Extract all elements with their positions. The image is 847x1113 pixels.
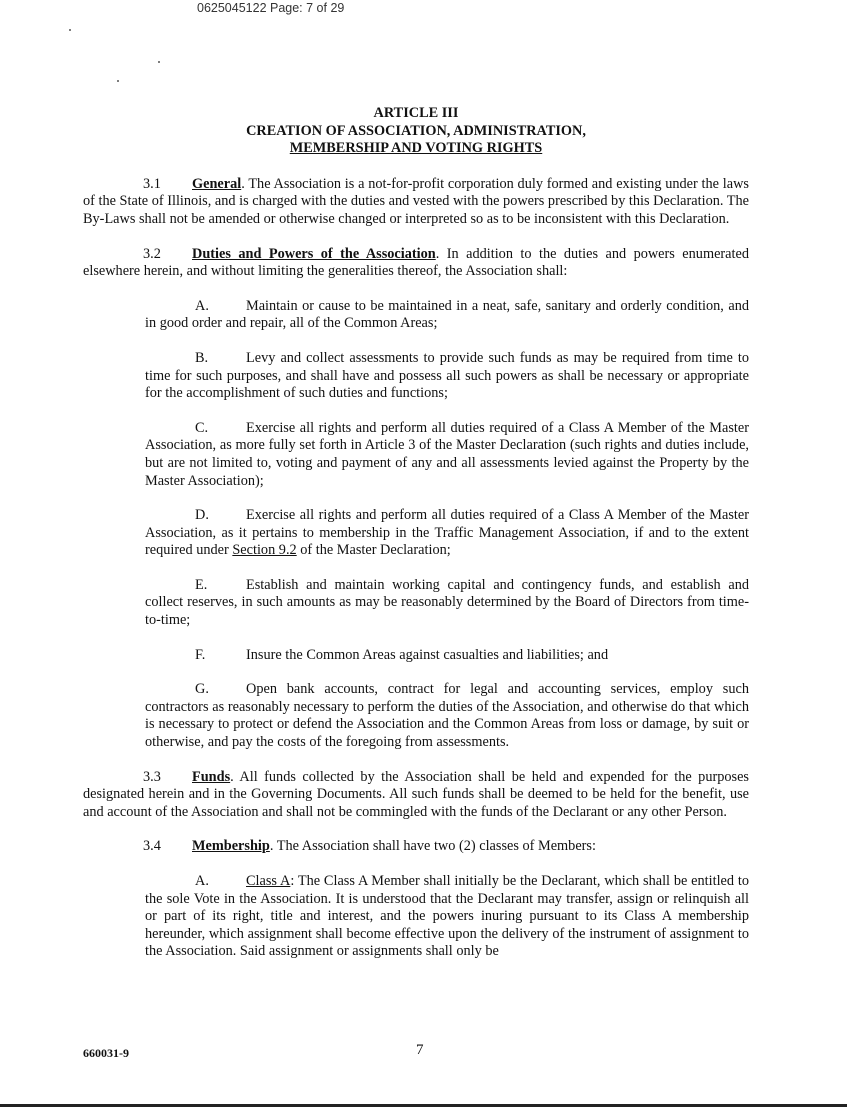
item-letter: D. xyxy=(195,507,209,524)
section-heading: General xyxy=(192,175,242,192)
item-text: Maintain or cause to be maintained in a neat, safe, sanitary and orderly condition, and in good order and repair, all of the Common Areas; xyxy=(145,297,749,332)
section-number: 3.4 xyxy=(143,838,161,855)
item-text-end: of the Master Declaration; xyxy=(296,542,451,559)
class-label: Class A xyxy=(246,873,291,889)
item-letter: B. xyxy=(195,349,209,366)
item-3-2-e xyxy=(145,577,749,630)
section-heading: Funds xyxy=(192,768,231,785)
article-title-line2: MEMBERSHIP AND VOTING RIGHTS xyxy=(289,140,543,157)
item-3-2-c xyxy=(145,420,749,490)
item-3-2-b xyxy=(145,350,749,403)
section-number: 3.1 xyxy=(143,175,161,192)
item-3-2-d xyxy=(145,507,749,560)
section-text: . The Association shall have two (2) classes of Members: xyxy=(269,838,596,855)
item-letter: A. xyxy=(195,297,209,314)
section-3-4 xyxy=(83,838,749,856)
scan-speck xyxy=(117,80,119,82)
item-text: Exercise all rights and perform all duties required of a Class A Member of the Master Association, as more fully set forth in Article 3 of the Master Declaration (such rights and duties include, but are not limited to, voting and payment of any and all assessments levied against the Property by the Master Association); xyxy=(145,419,749,489)
section-reference-link: Section 9.2 xyxy=(232,542,297,559)
item-3-4-a xyxy=(145,873,749,961)
article-heading xyxy=(83,105,749,158)
item-letter: C. xyxy=(195,419,209,436)
scan-speck xyxy=(158,61,160,63)
item-text: Exercise all rights and perform all duties required of a Class A Member of the Master Association, as it pertains to membership in the Traffic Management Association, if and to the extent required under xyxy=(145,507,749,559)
item-text: Establish and maintain working capital and contingency funds, and establish and collect reserves, in such amounts as may be reasonably determined by the Board of Directors from time-to-time; xyxy=(145,576,749,629)
section-3-2 xyxy=(83,246,749,281)
section-heading: Membership xyxy=(192,838,270,855)
article-number: ARTICLE III xyxy=(373,105,459,121)
item-3-2-a xyxy=(145,298,749,333)
section-3-1 xyxy=(83,176,749,229)
item-letter: G. xyxy=(195,681,209,698)
article-title-line1: CREATION OF ASSOCIATION, ADMINISTRATION, xyxy=(246,122,586,139)
section-3-3 xyxy=(83,769,749,822)
item-text: Open bank accounts, contract for legal and accounting services, employ such contractors as reasonably necessary to perform the duties of the Association, and otherwise do that which is necessary to protect or defend the Association and the Common Areas from loss or damage, by suit or otherwise, and pay the costs of the foregoing from assessments. xyxy=(145,681,749,751)
section-text: . The Association is a not-for-profit corporation duly formed and existing under the laws of the State of Illinois, and is charged with the duties and vested with the powers prescribed by this Declaration. The By-Laws shall not be amended or otherwise changed or interpreted so as to be inconsistent with this Declaration. xyxy=(83,175,749,227)
section-number: 3.3 xyxy=(143,768,161,785)
section-text: . All funds collected by the Association shall be held and expended for the purposes designated herein and in the Governing Documents. All such funds shall be deemed to be held for the benefit, use and account of the Association and shall not be commingled with the funds of the Declarant or any other Person. xyxy=(83,768,749,820)
item-text: Insure the Common Areas against casualties and liabilities; and xyxy=(246,646,609,663)
document-code: 660031-9 xyxy=(83,1046,129,1060)
section-heading: Duties and Powers of the Association xyxy=(192,245,436,262)
section-number: 3.2 xyxy=(143,245,161,262)
item-letter: E. xyxy=(195,576,208,593)
scan-bottom-edge xyxy=(0,1104,847,1107)
recording-stamp: 0625045122 Page: 7 of 29 xyxy=(197,1,345,15)
document-body xyxy=(83,105,749,978)
item-3-2-f xyxy=(145,647,749,665)
scan-speck xyxy=(69,29,71,31)
item-text: Levy and collect assessments to provide such funds as may be required from time to time for such purposes, and shall have and possess all such powers as shall be necessary or appropriate for the accomplishment of such duties and functions; xyxy=(145,349,749,402)
item-letter: F. xyxy=(195,646,206,663)
section-text: . In addition to the duties and powers enumerated elsewhere herein, and without limiting the generalities thereof, the Association shall: xyxy=(83,245,749,280)
item-letter: A. xyxy=(195,873,209,889)
item-3-2-g xyxy=(145,681,749,751)
page-number: 7 xyxy=(416,1042,424,1058)
item-text: : The Class A Member shall initially be the Declarant, which shall be entitled to the sole Vote in the Association. It is understood that the Declarant may transfer, assign or relinquish all or part of its right, title and interest, and the powers inuring pursuant to its Class A membership hereunder, which assignment shall become effective upon the delivery of the instrument of assignment to the Association. Said assignment or assignments shall only be xyxy=(145,873,749,960)
